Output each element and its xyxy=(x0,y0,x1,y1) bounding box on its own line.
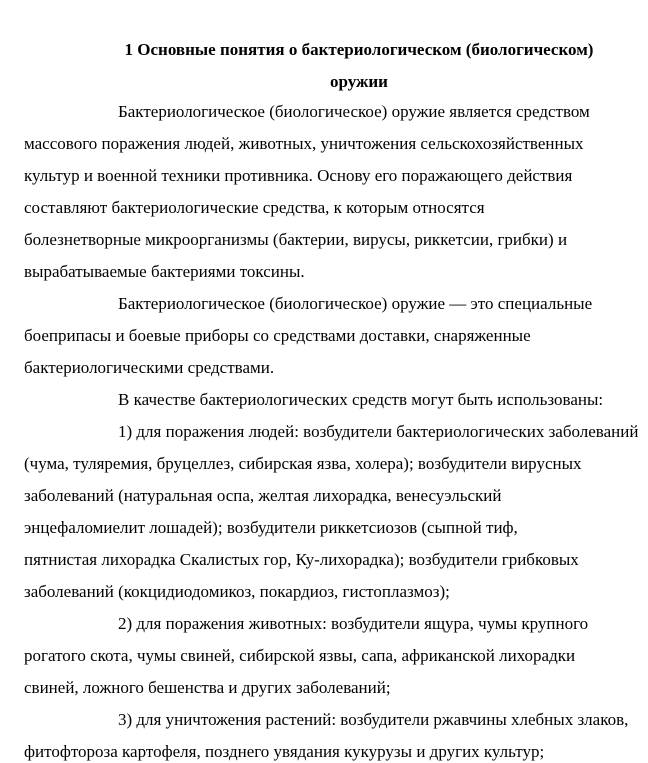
section-heading xyxy=(24,34,624,98)
text-line: пятнистая лихорадка Скалистых гор, Ку-лихорадка); возбудители грибковых xyxy=(24,550,579,569)
text-line: В качестве бактериологических средств могут быть использованы: xyxy=(118,390,604,409)
text-line: болезнетворные микроорганизмы (бактерии, вирусы, риккетсии, грибки) и xyxy=(24,230,568,249)
paragraph-3 xyxy=(24,384,648,416)
text-line: фитофтороза картофеля, позднего увядания кукурузы и других культур; xyxy=(24,742,545,761)
paragraph-5 xyxy=(24,608,648,704)
text-line: Бактериологическое (биологическое) оружие является средством xyxy=(118,102,590,121)
text-line: заболеваний (натуральная оспа, желтая лихорадка, венесуэльский xyxy=(24,486,502,505)
text-line: рогатого скота, чумы свиней, сибирской язвы, сапа, африканской лихорадки xyxy=(24,646,576,665)
text-line: 1) для поражения людей: возбудители бактериологических заболеваний xyxy=(118,422,639,441)
text-line: свиней, ложного бешенства и других заболеваний; xyxy=(24,678,391,697)
paragraph-4 xyxy=(24,416,648,608)
paragraph-6 xyxy=(24,704,648,763)
text-line: боеприпасы и боевые приборы со средствами доставки, снаряженные xyxy=(24,326,531,345)
text-line: вырабатываемые бактериями токсины. xyxy=(24,262,305,281)
text-line: бактериологическими средствами. xyxy=(24,358,275,377)
text-line: Бактериологическое (биологическое) оружие — это специальные xyxy=(118,294,593,313)
text-line: 2) для поражения животных: возбудители ящура, чумы крупного xyxy=(118,614,589,633)
heading-line-2: оружии xyxy=(330,72,388,91)
paragraph-2 xyxy=(24,288,648,384)
heading-line-1: 1 Основные понятия о бактериологическом (биологическом) xyxy=(124,40,594,59)
text-line: культур и военной техники противника. Основу его поражающего действия xyxy=(24,166,573,185)
text-line: 3) для уничтожения растений: возбудители ржавчины хлебных злаков, xyxy=(118,710,629,729)
body-text xyxy=(24,96,648,763)
text-line: массового поражения людей, животных, уничтожения сельскохозяйственных xyxy=(24,134,584,153)
text-line: (чума, туляремия, бруцеллез, сибирская язва, холера); возбудители вирусных xyxy=(24,454,582,473)
text-line: энцефаломиелит лошадей); возбудители риккетсиозов (сыпной тиф, xyxy=(24,518,518,537)
paragraph-1 xyxy=(24,96,648,288)
text-line: заболеваний (кокцидиодомикоз, покардиоз, гистоплазмоз); xyxy=(24,582,450,601)
text-line: составляют бактериологические средства, к которым относятся xyxy=(24,198,485,217)
